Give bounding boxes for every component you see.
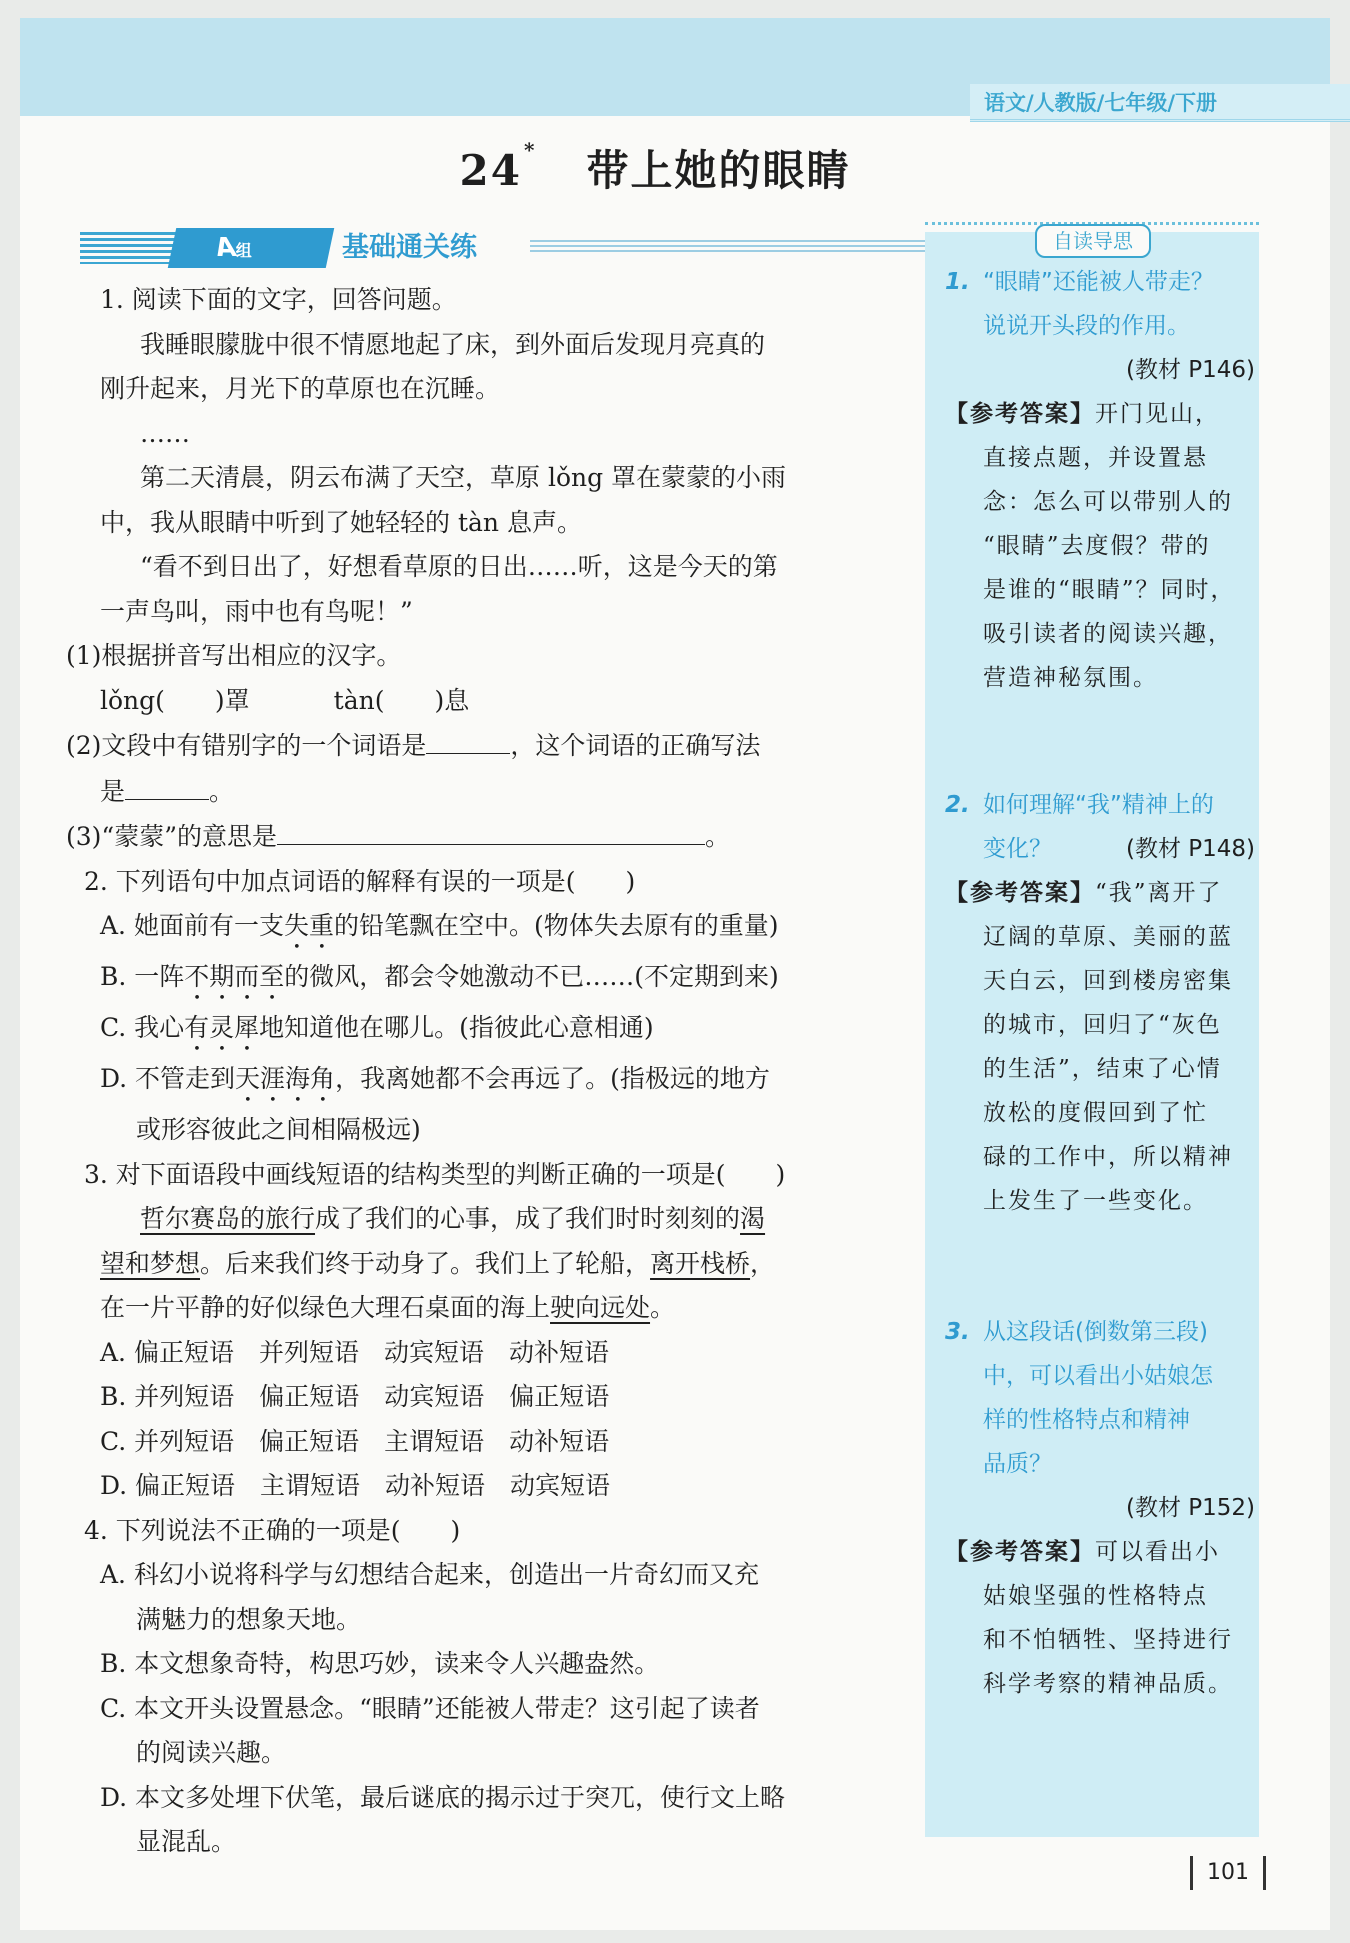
q3-passage-line: 在一片平静的好似绿色大理石桌面的海上驶向远处。 [100,1293,676,1322]
page-number: 101 [1190,1856,1266,1890]
q4-option-d: D. 本文多处埋下伏笔，最后谜底的揭示过于突兀，使行文上略 [100,1782,786,1812]
section-rule [530,240,950,254]
q2-option-d: D. 不管走到天涯海角，我离她都不会再远了。(指极远的地方 [100,1064,770,1093]
subject-label: 语文/人教版/七年级/下册 [970,84,1350,122]
q3-passage-line: 望和梦想。后来我们终于动身了。我们上了轮船，离开栈桥， [100,1248,776,1278]
q1-sub2-cont: 是 。 [100,769,900,815]
q4-option-a: A. 科幻小说将科学与幻想结合起来，创造出一片奇幻而又充 [100,1560,759,1589]
guide-item-3: 3. 从这段话(倒数第三段) 中，可以看出小姑娘怎 样的性格特点和精神 品质？ (教材 P152) 【参考答案】可以看出小 姑娘坚强的性格特点 和不怕牺牲、坚持进行 科学考察的精神品质。 [945,1319,1255,1697]
q3-option-d: D. 偏正短语 主谓短语 动补短语 动宾短语 [100,1471,611,1500]
q1-passage-line: 刚升起来，月光下的草原也在沉睡。 [100,374,501,403]
q2-option-a: A. 她面前有一支失重的铅笔飘在空中。(物体失去原有的重量) [100,911,779,940]
q2-option-c: C. 我心有灵犀地知道他在哪儿。(指彼此心意相通) [100,1013,654,1042]
q1-sub3: (3)“蒙蒙”的意思是 。 [66,814,900,860]
q1-passage-line: 中，我从眼睛中听到了她轻轻的 tàn 息声。 [100,507,582,537]
exercise-column [66,278,900,1865]
lesson-name: 带上她的眼睛 [586,146,851,195]
q1-ellipsis: …… [140,418,190,448]
q1-pinyin-row: lǒng( )罩 tàn( )息 [100,685,470,715]
q3-stem: 3. 对下面语段中画线短语的结构类型的判断正确的一项是( ) [84,1159,786,1189]
q1-passage-line: 第二天清晨，阴云布满了天空，草原 lǒng 罩在蒙蒙的小雨 [140,463,787,492]
q1-passage-line: “看不到日出了，好想看草原的日出……听，这是今天的第 [140,552,778,581]
answer-blank[interactable] [277,814,705,845]
q3-option-c: C. 并列短语 偏正短语 主谓短语 动补短语 [100,1426,610,1456]
q1-passage-line: 一声鸟叫，雨中也有鸟呢！” [100,596,413,626]
answer-blank[interactable] [125,769,209,800]
q2-stem: 2. 下列语句中加点词语的解释有误的一项是( ) [84,866,636,896]
q4-option-b: B. 本文想象奇特，构思巧妙，读来令人兴趣盎然。 [100,1649,660,1678]
q4-option-c: C. 本文开头设置悬念。“眼睛”还能被人带走？这引起了读者 [100,1693,760,1723]
guide-label: 自读导思 [1035,224,1151,258]
q4-option-a-cont: 满魅力的想象天地。 [136,1604,362,1634]
q3-option-b: B. 并列短语 偏正短语 动宾短语 偏正短语 [100,1382,610,1411]
q1-sub2: (2)文段中有错别字的一个词语是 ，这个词语的正确写法 [66,723,900,769]
q4-stem: 4. 下列说法不正确的一项是( ) [84,1515,461,1545]
q4-option-c-cont: 的阅读兴趣。 [136,1738,287,1767]
section-stripes [80,232,180,264]
q1-stem: 1. 阅读下面的文字，回答问题。 [100,285,457,314]
q3-passage-line: 哲尔赛岛的旅行成了我们的心事，成了我们时时刻刻的渴 [140,1204,766,1233]
guide-item-2: 2. 如何理解“我”精神上的 变化？ (教材 P148) 【参考答案】“我”离开了 辽阔的草原、美丽的蓝 天白云，回到楼房密集 的城市，回归了“灰色 的生活”，结束了心情 放松的度假回到了忙 碌的工作中，所以精神 上发生了一些变化。 [945,792,1255,1214]
section-name: 基础通关练 [342,232,477,263]
lesson-number: 24 [459,146,522,195]
q4-option-d-cont: 显混乱。 [136,1827,237,1856]
lesson-title [0,138,1310,198]
q2-option-b: B. 一阵不期而至的微风，都会令她激动不已……(不定期到来) [100,962,779,991]
q3-option-a: A. 偏正短语 并列短语 动宾短语 动补短语 [100,1337,609,1367]
q1-passage-line: 我睡眼朦胧中很不情愿地起了床，到外面后发现月亮真的 [140,329,766,359]
lesson-star: * [523,138,537,162]
guide-item-1: 1. “眼睛”还能被人带走？ 说说开头段的作用。 (教材 P146) 【参考答案】开门见山， 直接点题，并设置悬 念：怎么可以带别人的 “眼睛”去度假？带的 是谁的“眼睛”？同时， 吸引读者的阅读兴趣， 营造神秘氛围。 [945,269,1255,691]
group-tag: A组 [168,228,335,268]
q1-sub1: (1)根据拼音写出相应的汉字。 [66,641,402,670]
answer-blank[interactable] [426,723,510,754]
q2-option-d-cont: 或形容彼此之间相隔极远) [136,1115,421,1144]
section-header [80,228,880,268]
